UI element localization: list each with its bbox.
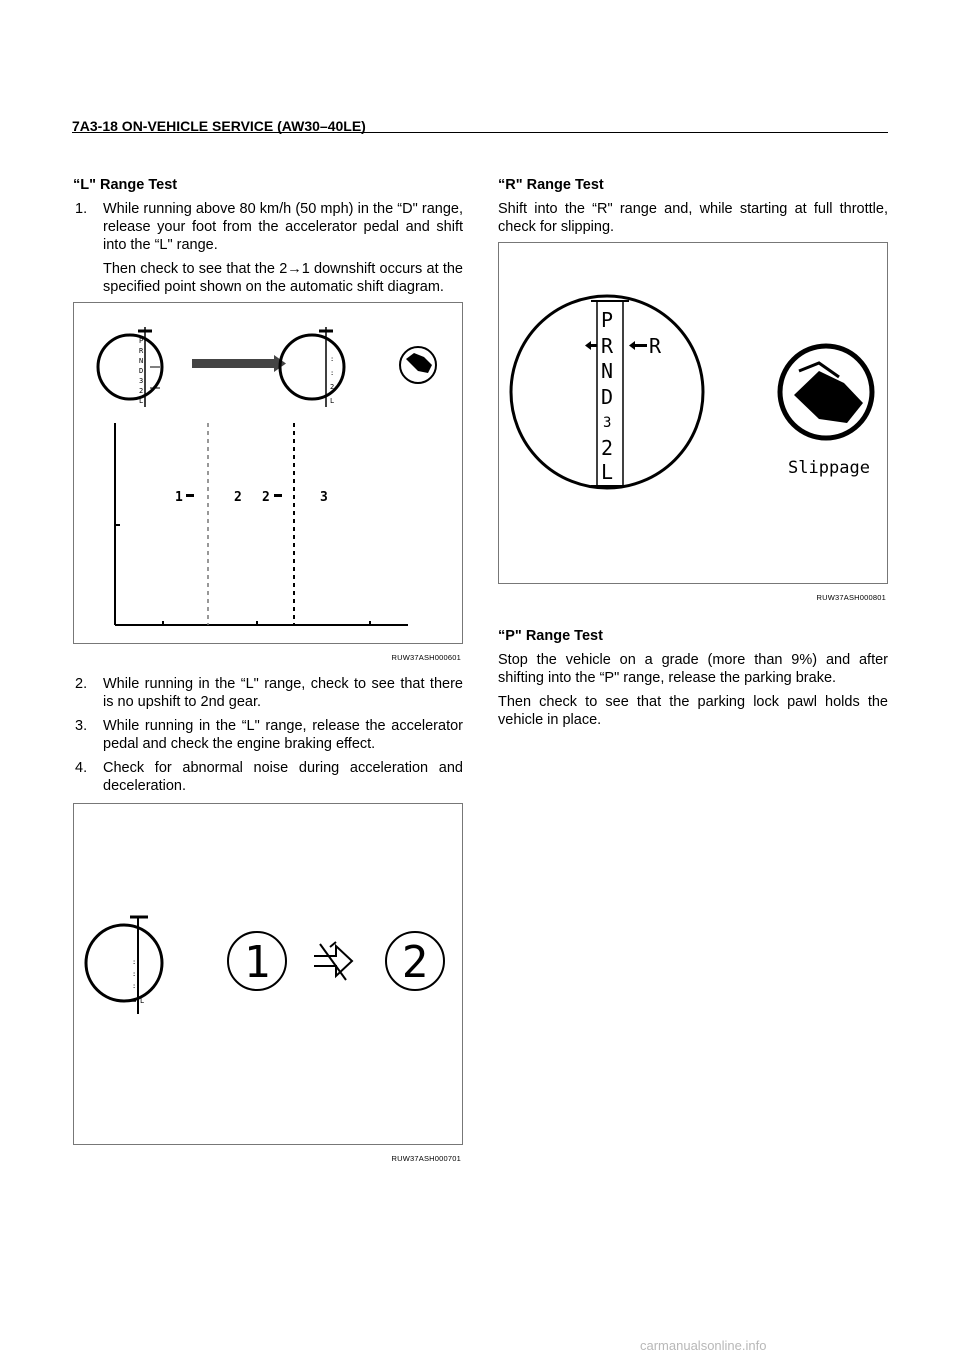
- figure2-id: RUW37ASH000701: [391, 1154, 461, 1163]
- step-2-number: 2.: [75, 676, 88, 692]
- svg-text:2: 2: [330, 383, 335, 391]
- svg-text:P: P: [139, 337, 144, 345]
- step-4-number: 4.: [75, 760, 88, 776]
- shift-diagram-figure: [73, 302, 463, 644]
- shift-diagram-graphic: [74, 303, 462, 643]
- l-range-title: “L" Range Test: [73, 177, 178, 193]
- right-column: [498, 176, 888, 735]
- step-1-number: 1.: [75, 201, 88, 217]
- footer-watermark: carmanualsonline.info: [640, 1338, 767, 1353]
- shift-label-2b: 2: [262, 490, 270, 505]
- shift-label-1: 1: [175, 490, 183, 505]
- svg-text:3: 3: [139, 377, 144, 385]
- svg-text::: :: [132, 970, 137, 978]
- step-3: [73, 717, 463, 753]
- step-4: [73, 759, 463, 795]
- noise-check-graphic: [74, 804, 462, 1144]
- svg-text:R: R: [139, 347, 144, 355]
- step-1-text: While running above 80 km/h (50 mph) in the “D" range, release your foot from the accelerator pedal and shift into the “L" range.: [103, 201, 463, 253]
- svg-text:2: 2: [139, 387, 144, 395]
- gear-P: P: [601, 308, 614, 332]
- gear-R: R: [601, 334, 614, 358]
- shift-label-2a: 2: [234, 490, 242, 505]
- step-2-text: While running in the “L" range, check to see that there is no upshift to 2nd gear.: [103, 676, 463, 710]
- svg-text::: :: [330, 369, 335, 377]
- svg-text::: :: [330, 355, 335, 363]
- left-column: [73, 176, 463, 1176]
- step-1: [73, 200, 463, 296]
- step-3-number: 3.: [75, 718, 88, 734]
- svg-text:L: L: [330, 397, 335, 405]
- shift-label-3: 3: [320, 490, 328, 505]
- noise-label-2: 2: [401, 937, 429, 988]
- svg-text::: :: [132, 982, 137, 990]
- step-4-text: Check for abnormal noise during acceleration and deceleration.: [103, 760, 463, 794]
- gear-D: D: [601, 385, 614, 409]
- gear-3: 3: [603, 415, 612, 431]
- r-range-figure: [498, 242, 888, 584]
- header-rule: [72, 132, 888, 133]
- gear-L: L: [601, 460, 614, 484]
- step-3-text: While running in the “L" range, release the accelerator pedal and check the engine braking effect.: [103, 718, 463, 752]
- p-range-text-2: Then check to see that the parking lock pawl holds the vehicle in place.: [498, 694, 888, 728]
- slippage-caption: Slippage: [788, 458, 870, 478]
- svg-text:L: L: [139, 397, 144, 405]
- svg-text:L: L: [140, 997, 145, 1005]
- noise-label-1: 1: [243, 937, 271, 988]
- step-1-subtext: Then check to see that the 2→1 downshift occurs at the specified point shown on the automatic shift diagram.: [103, 261, 463, 295]
- gear-R-arrow-label: R: [649, 334, 662, 358]
- step-2: [73, 675, 463, 711]
- r-range-title: “R" Range Test: [498, 177, 604, 193]
- r-range-text: Shift into the “R" range and, while starting at full throttle, check for slipping.: [498, 201, 888, 235]
- p-range-text-1: Stop the vehicle on a grade (more than 9%) and after shifting into the “P" range, release the parking brake.: [498, 652, 888, 686]
- svg-text:N: N: [139, 357, 144, 365]
- figure3-id: RUW37ASH000801: [816, 593, 886, 602]
- p-range-title: “P" Range Test: [498, 628, 603, 644]
- svg-text:D: D: [139, 367, 144, 375]
- r-range-graphic: [499, 243, 887, 583]
- noise-check-figure: [73, 803, 463, 1145]
- gear-N: N: [601, 359, 614, 383]
- page-header: 7A3-18 ON-VEHICLE SERVICE (AW30–40LE): [72, 118, 366, 134]
- gear-2: 2: [601, 436, 614, 460]
- svg-text::: :: [132, 958, 137, 966]
- figure1-id: RUW37ASH000601: [391, 653, 461, 662]
